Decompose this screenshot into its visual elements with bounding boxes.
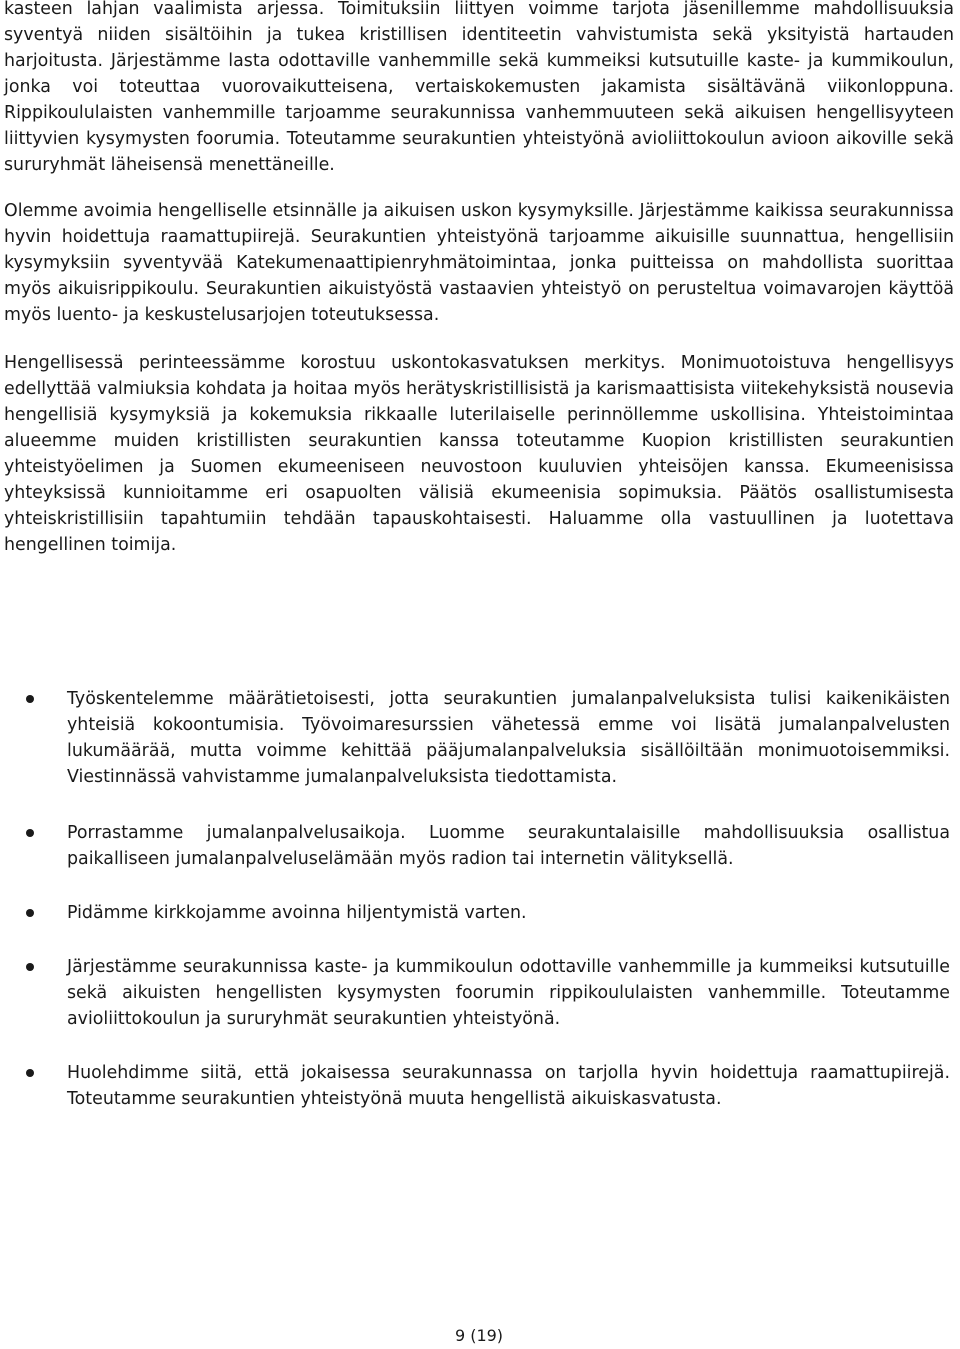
list-item-text: Työskentelemme määrätietoisesti, jotta seurakuntien jumalanpalveluksista tulisi kaikenikäisten yhteisiä kokoontumisia. Työvoimaresurssien vähetessä emme voi lisätä jumalanpalvelusten lukumäärää, mutta voimme kehittää pääjumalanpalveluksia sisällöiltään monimuotoisemmiksi. Viestinnässä vahvistamme jumalanpalveluksista tiedottamista. xyxy=(67,689,950,787)
page-number: 9 (19) xyxy=(454,1326,504,1345)
list-item-text: Huolehdimme siitä, että jokaisessa seurakunnassa on tarjolla hyvin hoidettuja raamattupiirejä. Toteutamme seurakuntien yhteistyönä muuta hengellistä aikuiskasvatusta. xyxy=(67,1063,950,1109)
list-item-text: Porrastamme jumalanpalvelusaikoja. Luomme seurakuntalaisille mahdollisuuksia osallistua paikalliseen jumalanpalveluselämään myös radion tai internetin välityksellä. xyxy=(67,823,950,869)
list-item xyxy=(0,686,950,790)
bullet-icon xyxy=(26,1069,34,1077)
paragraph-baptism-education: kasteen lahjan vaalimista arjessa. Toimituksiin liittyen voimme tarjota jäsenillemme mahdollisuuksia syventyä niiden sisältöihin ja tukea kristillisen identiteetin vahvistumista sekä yksityistä hartauden harjoitusta. Järjestämme lasta odottaville vanhemmille sekä kummeiksi kutsutuille kaste- ja kummikoulun, jonka voi toteuttaa vuorovaikutteisena, vertaiskokemusten jakamista sisältävänä viikonloppuna. Rippikoululaisten vanhemmille tarjoamme seurakunnissa vanhemmuuteen sekä aikuisen hengellisyyteen liittyvien kysymysten foorumia. Toteutamme seurakuntien yhteistyönä avioliittokoulun avioon aikoville sekä sururyhmät läheisensä menettäneille. xyxy=(4,0,954,175)
list-item-text: Järjestämme seurakunnissa kaste- ja kummikoulun odottaville vanhemmille ja kummeiksi kutsutuille sekä aikuisten hengellisten kysymysten foorumin rippikoululaisten vanhemmille. Toteutamme avioliittokoulun ja sururyhmät seurakuntien yhteistyönä. xyxy=(67,957,950,1029)
bullet-icon xyxy=(26,963,34,971)
list-item xyxy=(0,954,950,1032)
goals-bullet-list xyxy=(0,686,950,1139)
paragraph-adult-faith: Olemme avoimia hengelliselle etsinnälle ja aikuisen uskon kysymyksille. Järjestämme kaikissa seurakunnissa hyvin hoidettuja raamattupiirejä. Seurakuntien yhteistyönä tarjoamme aikuisille suunnattua, hengellisiin kysymyksiin syventyvää Katekumenaattipienryhmätoimintaa, jonka puitteissa on mahdollista suorittaa myös aikuisrippikoulu. Seurakuntien aikuistyöstä vastaavien yhteistyö on perusteltua voimavarojen käyttöä myös luento- ja keskustelusarjojen toteutuksessa. xyxy=(4,201,954,325)
list-item xyxy=(0,1060,950,1112)
list-item xyxy=(0,820,950,872)
bullet-icon xyxy=(26,829,34,837)
list-item xyxy=(0,900,950,926)
list-item-text: Pidämme kirkkojamme avoinna hiljentymistä varten. xyxy=(67,903,527,923)
bullet-icon xyxy=(26,909,34,917)
document-page xyxy=(4,0,954,558)
bullet-icon xyxy=(26,695,34,703)
paragraph-spiritual-tradition: Hengellisessä perinteessämme korostuu uskontokasvatuksen merkitys. Monimuotoistuva hengellisyys edellyttää valmiuksia kohdata ja hoitaa myös herätyskristillisistä ja karismaattisista viitekehyksistä nousevia hengellisiä kysymyksiä ja kokemuksia rikkaalle luterilaiselle perinnöllemme uskollisina. Yhteistoimintaa alueemme muiden kristillisten seurakuntien kanssa toteutamme Kuopion kristillisten seurakuntien yhteistyöelimen ja Suomen ekumeeniseen neuvostoon kuuluvien yhteisöjen kanssa. Ekumeenisissa yhteyksissä kunnioitamme eri osapuolten välisiä ekumeenisia sopimuksia. Päätös osallistumisesta yhteiskristillisiin tapahtumiin tehdään tapauskohtaisesti. Haluamme olla vastuullinen ja luotettava hengellinen toimija. xyxy=(4,353,954,555)
